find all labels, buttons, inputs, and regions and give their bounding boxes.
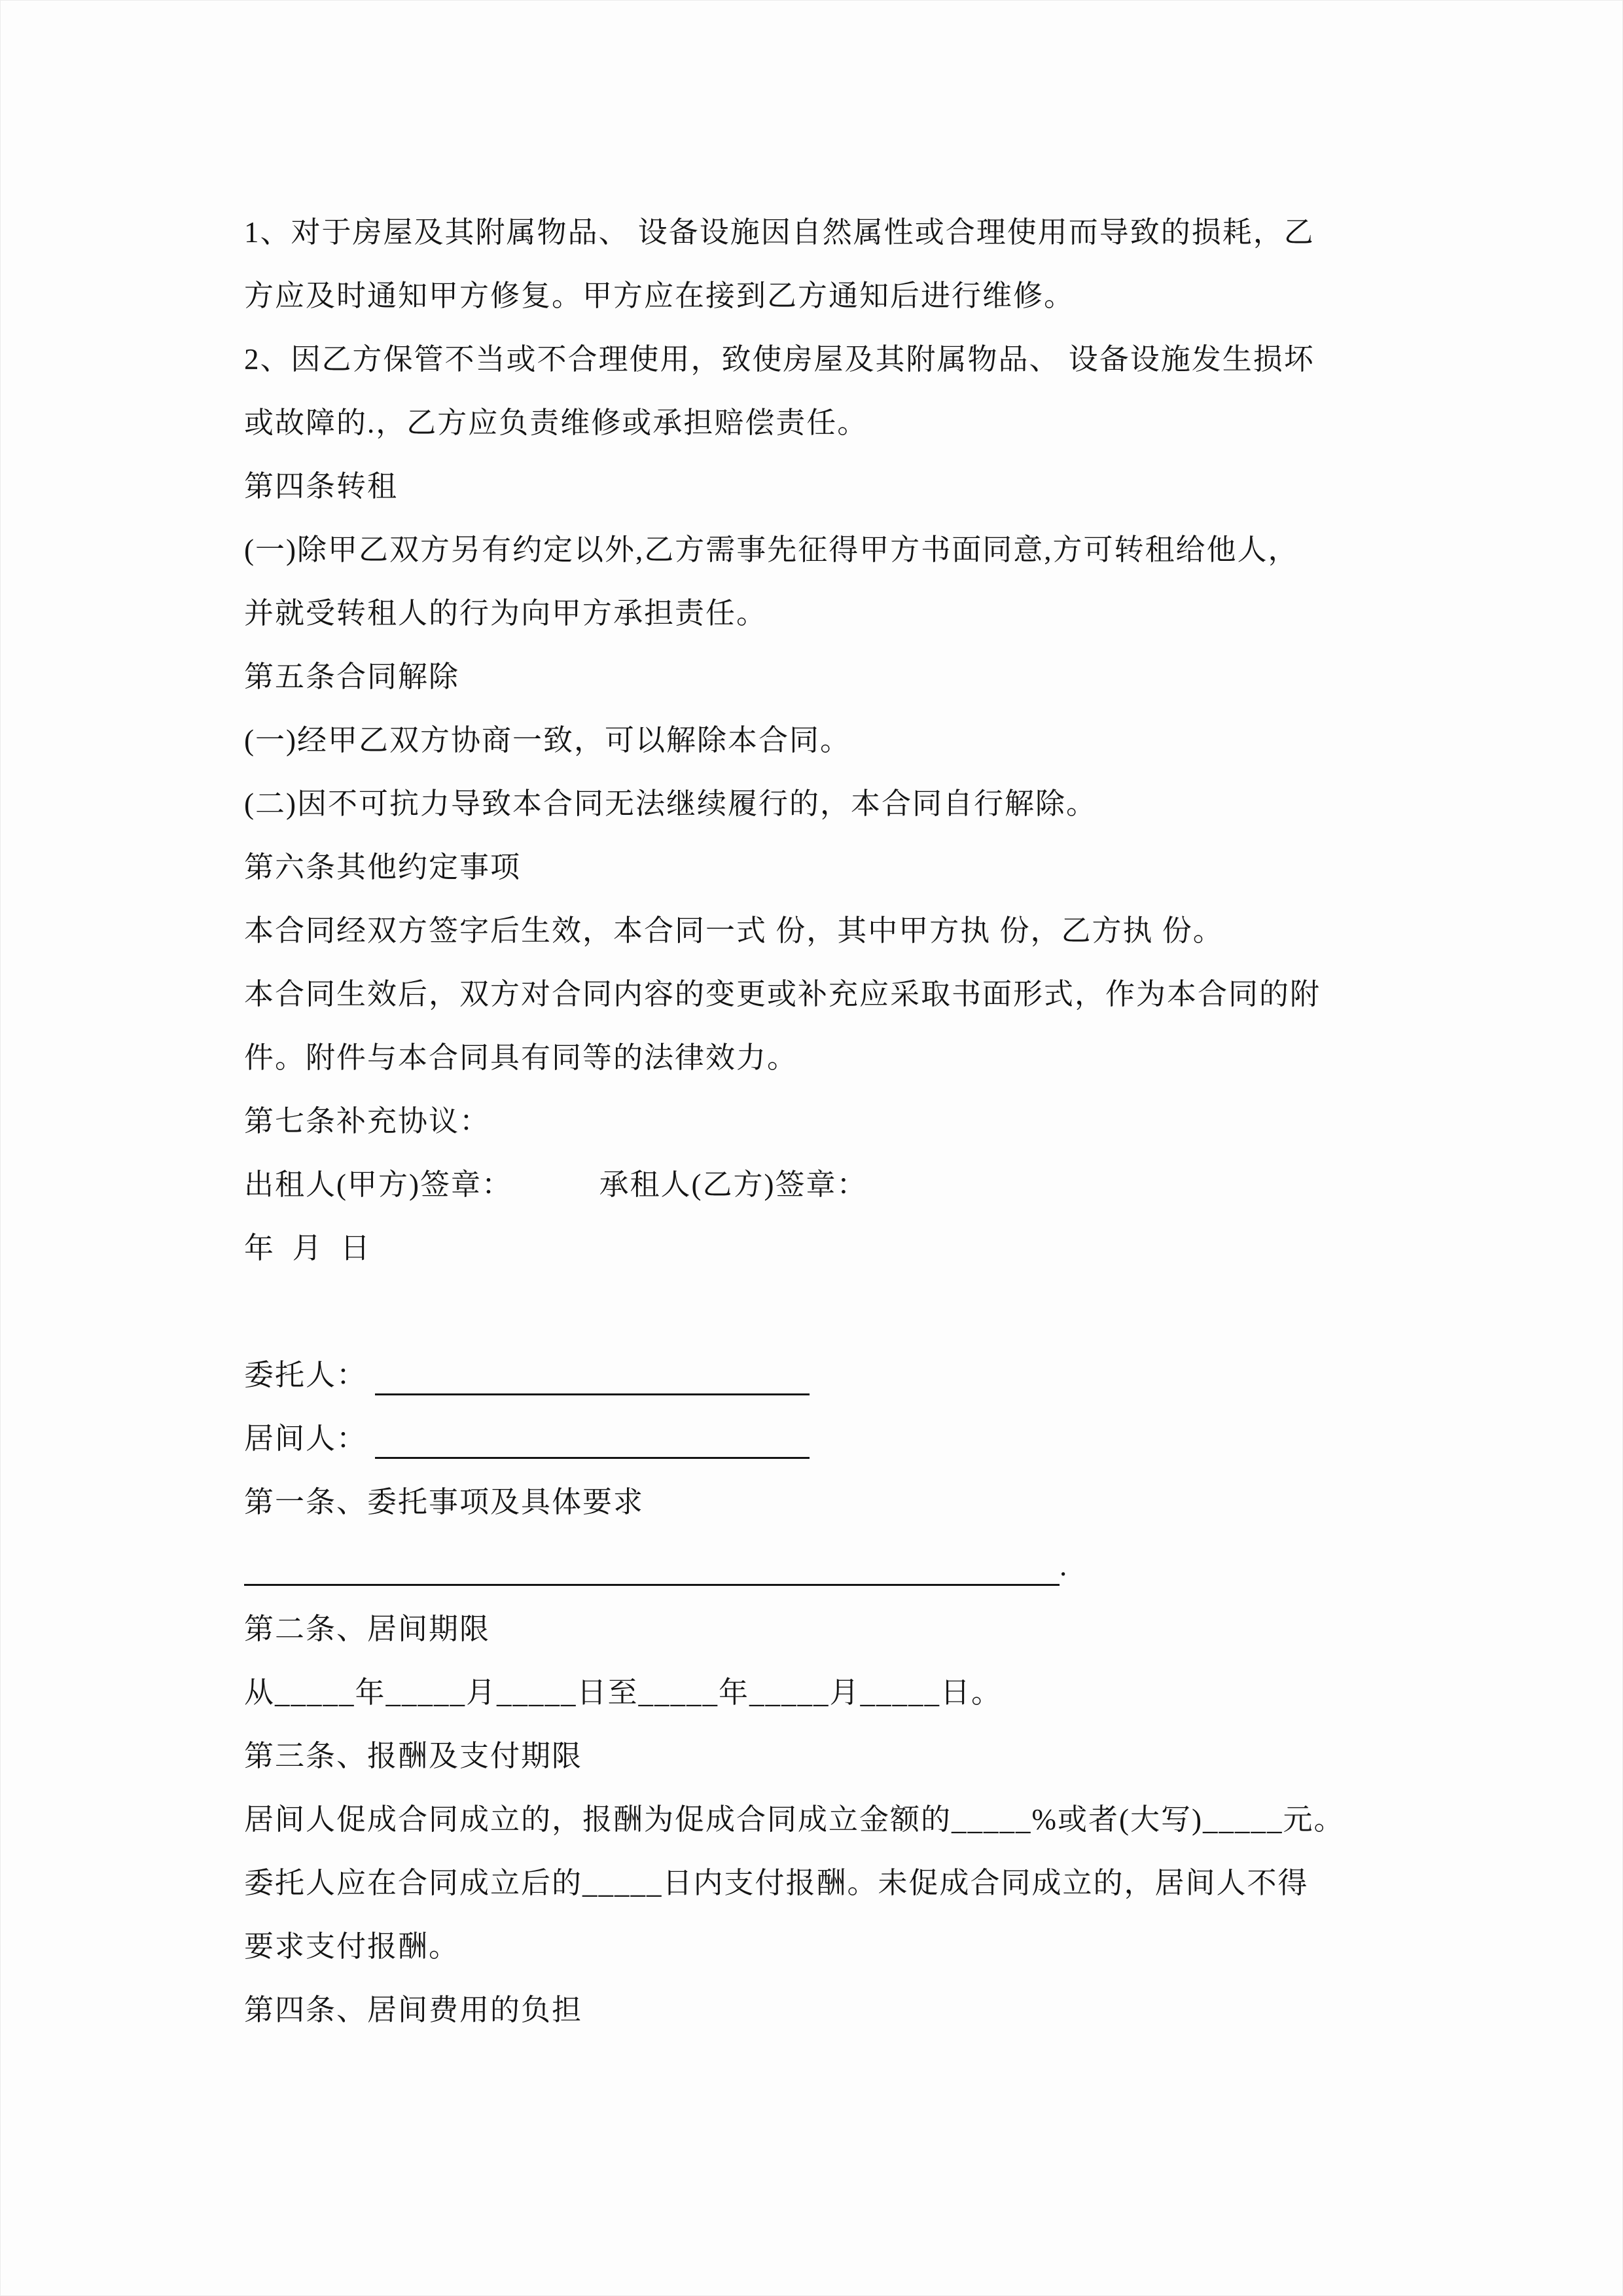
date-blanks-line: 从_____年_____月_____日至_____年_____月_____日。	[244, 1676, 1003, 1709]
long-blank-underline	[244, 1583, 1060, 1586]
signature-line-intermediary	[244, 1407, 1387, 1471]
text-line: 委托人应在合同成立后的_____日内支付报酬。未促成合同成立的，居间人不得	[244, 1867, 1309, 1899]
intermediary-blank-underline	[375, 1456, 810, 1459]
clause-heading-brokerage-term: 第二条、居间期限	[244, 1613, 491, 1645]
text-line: 并就受转租人的行为向甲方承担责任。	[244, 597, 768, 630]
text-line: 件。附件与本合同具有同等的法律效力。	[244, 1041, 798, 1074]
trailing-period: .	[1060, 1549, 1069, 1582]
fill-in-blank-line	[244, 1534, 1387, 1598]
text-line: 居间人促成合同成立的，报酬为促成合同成立金额的_____%或者(大写)_____元。	[244, 1803, 1345, 1836]
text-line: (一)除甲乙双方另有约定以外,乙方需事先征得甲方书面同意,方可转租给他人，	[244, 533, 1299, 566]
clause-heading-brokerage-costs: 第四条、居间费用的负担	[244, 1994, 583, 2026]
clause-heading-supplementary: 第七条补充协议：	[244, 1105, 491, 1138]
clause-heading-subletting: 第四条转租	[244, 470, 399, 503]
intermediary-label: 居间人：	[244, 1422, 368, 1455]
principal-blank-underline	[375, 1393, 810, 1395]
text-line: 要求支付报酬。	[244, 1930, 460, 1963]
text-line: 方应及时通知甲方修复。甲方应在接到乙方通知后进行维修。	[244, 279, 1075, 312]
signature-line-principal	[244, 1344, 1387, 1407]
clause-heading-remuneration: 第三条、报酬及支付期限	[244, 1740, 583, 1772]
clause-heading-other-matters: 第六条其他约定事项	[244, 851, 522, 884]
text-line: 1、对于房屋及其附属物品、 设备设施因自然属性或合理使用而导致的损耗，乙	[244, 216, 1315, 249]
clause-heading-termination: 第五条合同解除	[244, 660, 460, 693]
text-line: 或故障的.，乙方应负责维修或承担赔偿责任。	[244, 406, 868, 439]
text-line: 本合同生效后，双方对合同内容的变更或补充应采取书面形式，作为本合同的附	[244, 978, 1321, 1011]
text-line: (一)经甲乙双方协商一致，可以解除本合同。	[244, 724, 851, 757]
blank-spacer-line	[244, 1280, 1387, 1344]
text-line: 本合同经双方签字后生效，本合同一式 份，其中甲方执 份，乙方执 份。	[244, 914, 1224, 947]
clause-heading-entrusted-matters: 第一条、委托事项及具体要求	[244, 1486, 645, 1518]
principal-label: 委托人：	[244, 1359, 368, 1391]
signature-seal-line: 出租人(甲方)签章： 承租人(乙方)签章：	[244, 1168, 868, 1201]
text-line: 2、因乙方保管不当或不合理使用，致使房屋及其附属物品、 设备设施发生损坏	[244, 343, 1315, 376]
date-line: 年 月 日	[244, 1232, 372, 1265]
text-line: (二)因不可抗力导致本合同无法继续履行的，本合同自行解除。	[244, 787, 1097, 820]
